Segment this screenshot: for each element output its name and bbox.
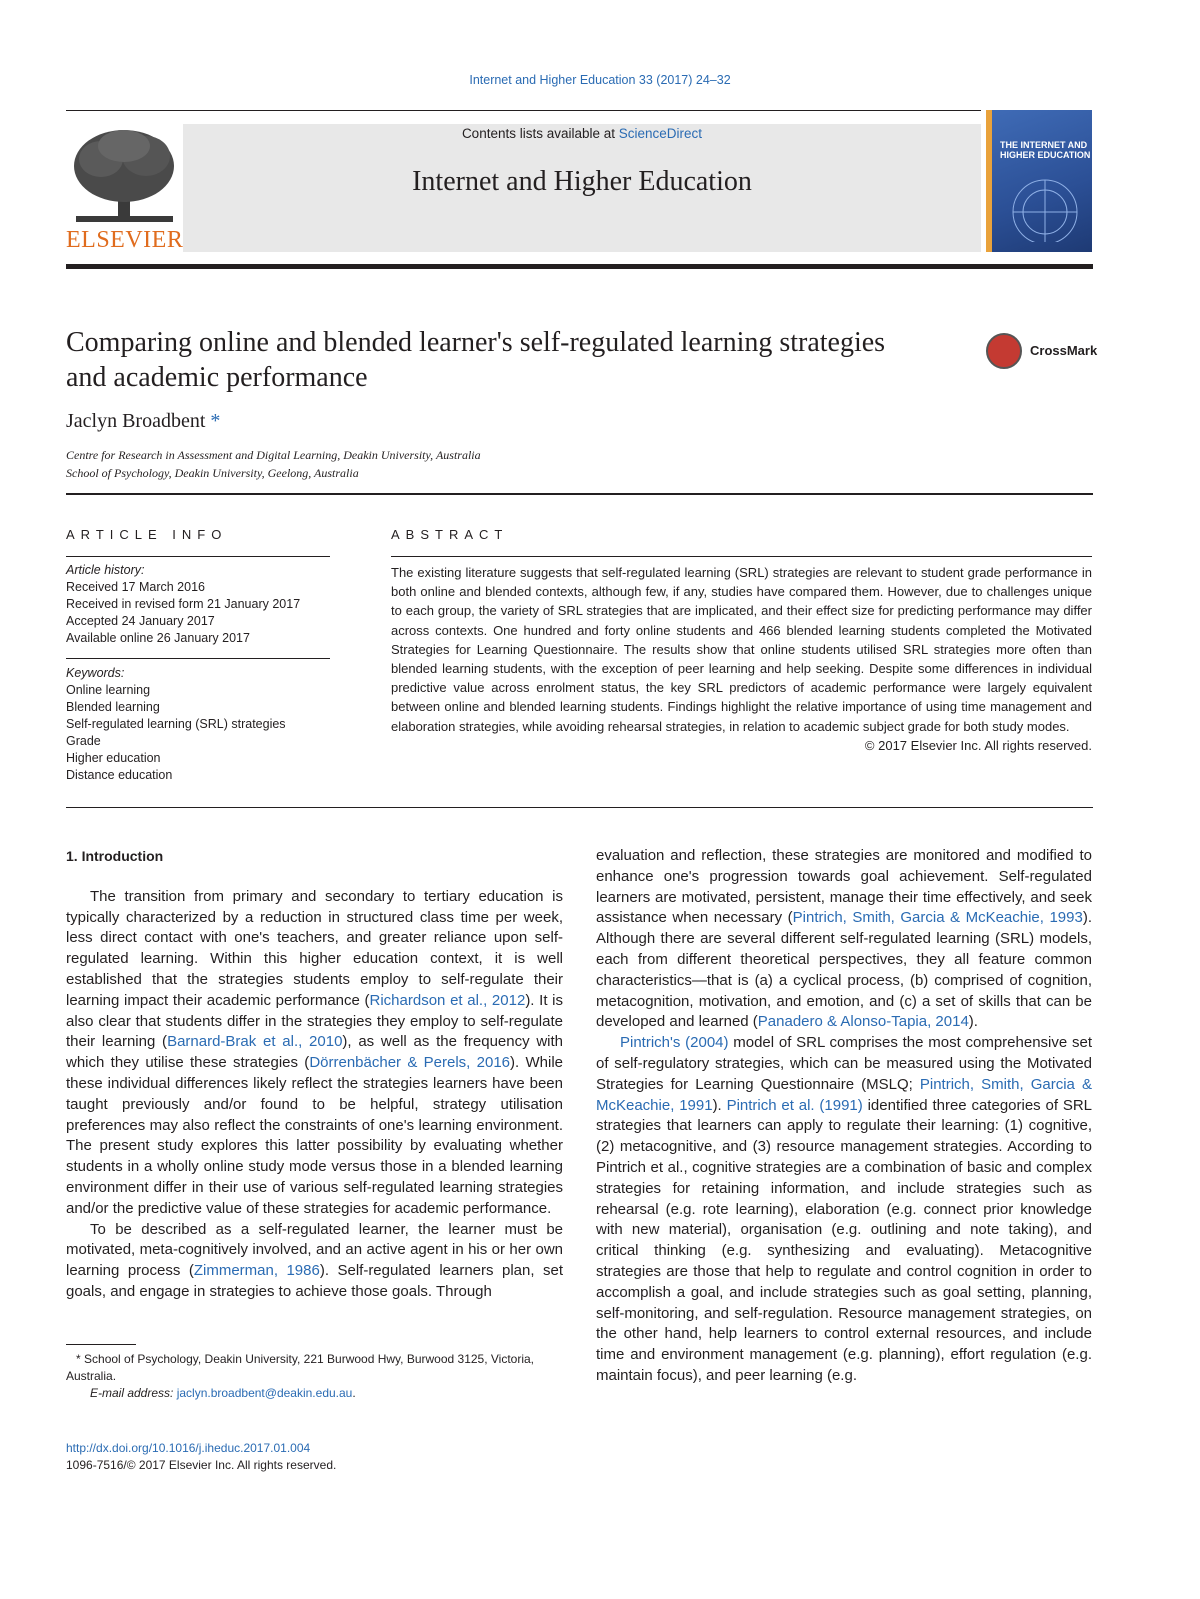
header-thick-rule <box>66 264 1093 269</box>
abstract-rule <box>391 556 1092 557</box>
footnote <box>66 1351 563 1402</box>
body-text: ). While these individual differences likely reflect the strategies learners have been taught previously and/or found to be helpful, strategy utilisation preferences may also reflect the constraints of one's learning environment. The present study explores this latter possibility by evaluating whether students in a wholly online study mode versus those in a blended learning environment differ in their use of various self-regulated learning strategies and/or the predictive value of these strategies for academic performance. <box>66 1054 563 1217</box>
journal-name: Internet and Higher Education <box>412 166 752 197</box>
body-text: ), as well as the frequency with which they utilise these strategies ( <box>66 1033 564 1072</box>
author-line <box>66 410 220 433</box>
keyword: Higher education <box>66 751 161 765</box>
keyword: Online learning <box>66 683 151 697</box>
footnote-rule <box>66 1344 136 1345</box>
history-label: Article history: <box>66 563 145 577</box>
citation-link[interactable]: Pintrich's (2004) <box>620 1034 729 1052</box>
affiliation-1: Centre for Research in Assessment and Digital Learning, Deakin University, Australia <box>66 448 481 462</box>
paragraph <box>66 887 563 1220</box>
issn-line: 1096-7516/© 2017 Elsevier Inc. All rights reserved. <box>66 1458 337 1472</box>
citation-link[interactable]: Pintrich et al. (1991) <box>726 1096 863 1114</box>
email-suffix: . <box>352 1386 356 1400</box>
footnote-mark: * <box>76 1352 81 1366</box>
citation-link[interactable]: Pintrich, Smith, Garcia & McKeachie, 1993 <box>792 909 1083 927</box>
abstract-body <box>391 563 1092 755</box>
body-text: model of SRL comprises the most comprehensive set of self-regulatory strategies, which can be measured using the Motivated Strategies for Learning Questionnaire (MSLQ; <box>596 1034 1092 1093</box>
email-label: E-mail address: <box>90 1386 177 1400</box>
top-rule <box>66 110 981 111</box>
body-text: evaluation and reflection, these strategies are monitored and modified to enhance one's progression towards goal achievement. Self-regulated learners are motivated, persistent, manage their time effectively, and seek assistance when necessary ( <box>596 847 1092 927</box>
contents-line <box>183 126 981 141</box>
title-rule <box>66 493 1093 495</box>
author-footnote-mark[interactable]: * <box>210 410 221 432</box>
info-rule <box>66 556 330 557</box>
left-column <box>66 846 563 1303</box>
email-link[interactable]: jaclyn.broadbent@deakin.edu.au <box>176 1386 353 1400</box>
article-history <box>66 562 330 647</box>
body-text: ). It is also clear that students differ in the strategies they employ to self-regulate their learning ( <box>66 991 563 1051</box>
body-text: identified three categories of SRL strategies that learners can apply to regulate their learning: (1) cognitive, (2) metacognitive, and (3) resource management strategies. According to Pintrich et al., cognitive strategies are a combination of basic and complex strategies for retaining information, and include strategies such as rehearsal (e.g. rote learning), elaboration (e.g. connect prior knowledge with new material), organisation (e.g. outlining and note taking), and critical thinking (e.g. synthesizing and evaluating). Metacognitive strategies are those that help to regulate and control cognition in order to accomplish a goal, and include strategies such as goal setting, planning, self-monitoring, and self-regulation. Resource management strategies, on the other hand, help learners to control external resources, and include time and environment management (e.g. planning), effort regulation (e.g. maintain focus), and peer learning (e.g. <box>596 1096 1093 1384</box>
doi-block <box>66 1440 336 1474</box>
keyword: Grade <box>66 734 101 748</box>
body-text: ). Self-regulated learners plan, set goals, and engage in strategies to achieve those goals. Through <box>66 1262 563 1300</box>
elsevier-wordmark: ELSEVIER <box>66 227 184 253</box>
crossmark-icon <box>986 333 1022 369</box>
body-text: ). <box>968 1013 978 1031</box>
sciencedirect-link[interactable]: ScienceDirect <box>618 126 703 141</box>
crossmark-button[interactable] <box>986 333 1098 371</box>
paragraph <box>596 846 1092 1033</box>
author-name: Jaclyn Broadbent <box>66 410 206 432</box>
paragraph <box>596 1033 1092 1387</box>
keyword: Distance education <box>66 768 173 782</box>
history-revised: Received in revised form 21 January 2017 <box>66 597 301 611</box>
journal-citation[interactable]: Internet and Higher Education 33 (2017) 24–32 <box>469 73 731 87</box>
elsevier-logo <box>66 124 183 254</box>
doi-link[interactable]: http://dx.doi.org/10.1016/j.iheduc.2017.01.004 <box>66 1441 311 1455</box>
cover-title: THE INTERNET AND HIGHER EDUCATION <box>1000 140 1091 160</box>
cover-globe-icon <box>1002 172 1088 242</box>
citation-link[interactable]: Panadero & Alonso-Tapia, 2014 <box>757 1013 969 1031</box>
body-text: The transition from primary and secondary to tertiary education is typically characterized by a reduction in structured class time per week, less direct contact with one's teachers, and greater reliance upon self-regulated learning. Within this higher education context, it is well established that the strategies students employ to self-regulate their learning impact their academic performance ( <box>66 887 563 1009</box>
abstract-copyright: © 2017 Elsevier Inc. All rights reserved. <box>864 737 1092 753</box>
history-received: Received 17 March 2016 <box>66 580 205 594</box>
footnote-email-line <box>66 1385 563 1402</box>
citation-link[interactable]: Dörrenbächer & Perels, 2016 <box>309 1054 511 1072</box>
crossmark-label: CrossMark <box>1030 343 1098 358</box>
history-accepted: Accepted 24 January 2017 <box>66 614 215 628</box>
keyword: Self-regulated learning (SRL) strategies <box>66 717 286 731</box>
abstract-text: The existing literature suggests that self-regulated learning (SRL) strategies are relevant to student grade performance in both online and blended contexts, although few, if any, studies have compared them. However, due to challenges unique to each group, the variety of SRL strategies that are implicated, and their effect size for predicting performance may differ across contexts. One hundred and forty online students and 466 blended learning students completed the Motivated Strategies for Learning Questionnaire. The results show that online students utilised SRL strategies more often than blended learning students, with the exception of peer learning and help seeking. Despite some differences in individual predictive value across enrolment status, the key SRL predictors of academic performance were largely equivalent between online and blended learning students. Findings highlight the relative importance of using time management and elaboration strategies, while avoiding rehearsal strategies, in relation to academic subject grade for both study modes. <box>391 565 1092 734</box>
abstract-bottom-rule <box>66 807 1093 808</box>
abstract-heading: ABSTRACT <box>391 527 509 542</box>
citation-link[interactable]: Barnard-Brak et al., 2010 <box>167 1033 343 1051</box>
section-title: 1. Introduction <box>66 848 164 864</box>
body-text: ). Although there are several different self-regulated learning (SRL) models, each from different theoretical perspectives, they all feature common characteristics—that is (a) a cyclical process, (b) comprised of cognition, metacognition, motivation, and emotion, and (c) a set of skills that can be developed and learned ( <box>596 909 1092 1031</box>
citation-link[interactable]: Pintrich, Smith, Garcia & McKeachie, 1991 <box>596 1075 1092 1114</box>
contents-prefix: Contents lists available at <box>461 126 619 141</box>
keywords-rule <box>66 658 330 659</box>
paragraph <box>66 1220 563 1303</box>
journal-cover <box>986 110 1092 252</box>
article-title: Comparing online and blended learner's self-regulated learning strategies and academic performance <box>66 327 886 393</box>
citation-link[interactable]: Zimmerman, 1986 <box>193 1262 320 1280</box>
tree-icon <box>66 124 183 228</box>
citation-link[interactable]: Richardson et al., 2012 <box>369 991 526 1009</box>
keywords-list <box>66 665 330 784</box>
article-info-heading: ARTICLE INFO <box>66 527 228 542</box>
keywords-label: Keywords: <box>66 666 125 680</box>
body-text: ). <box>712 1096 727 1114</box>
affiliation-2: School of Psychology, Deakin University, Geelong, Australia <box>66 466 359 480</box>
journal-banner <box>183 124 981 252</box>
keyword: Blended learning <box>66 700 160 714</box>
history-online: Available online 26 January 2017 <box>66 631 250 645</box>
right-column <box>596 846 1092 1387</box>
footnote-address: School of Psychology, Deakin University, 221 Burwood Hwy, Burwood 3125, Victoria, Australia. <box>66 1352 535 1383</box>
footnote-address-line <box>66 1351 563 1385</box>
body-text: To be described as a self-regulated learner, the learner must be motivated, meta-cognitively involved, and an active agent in his or her own learning process ( <box>66 1220 563 1280</box>
